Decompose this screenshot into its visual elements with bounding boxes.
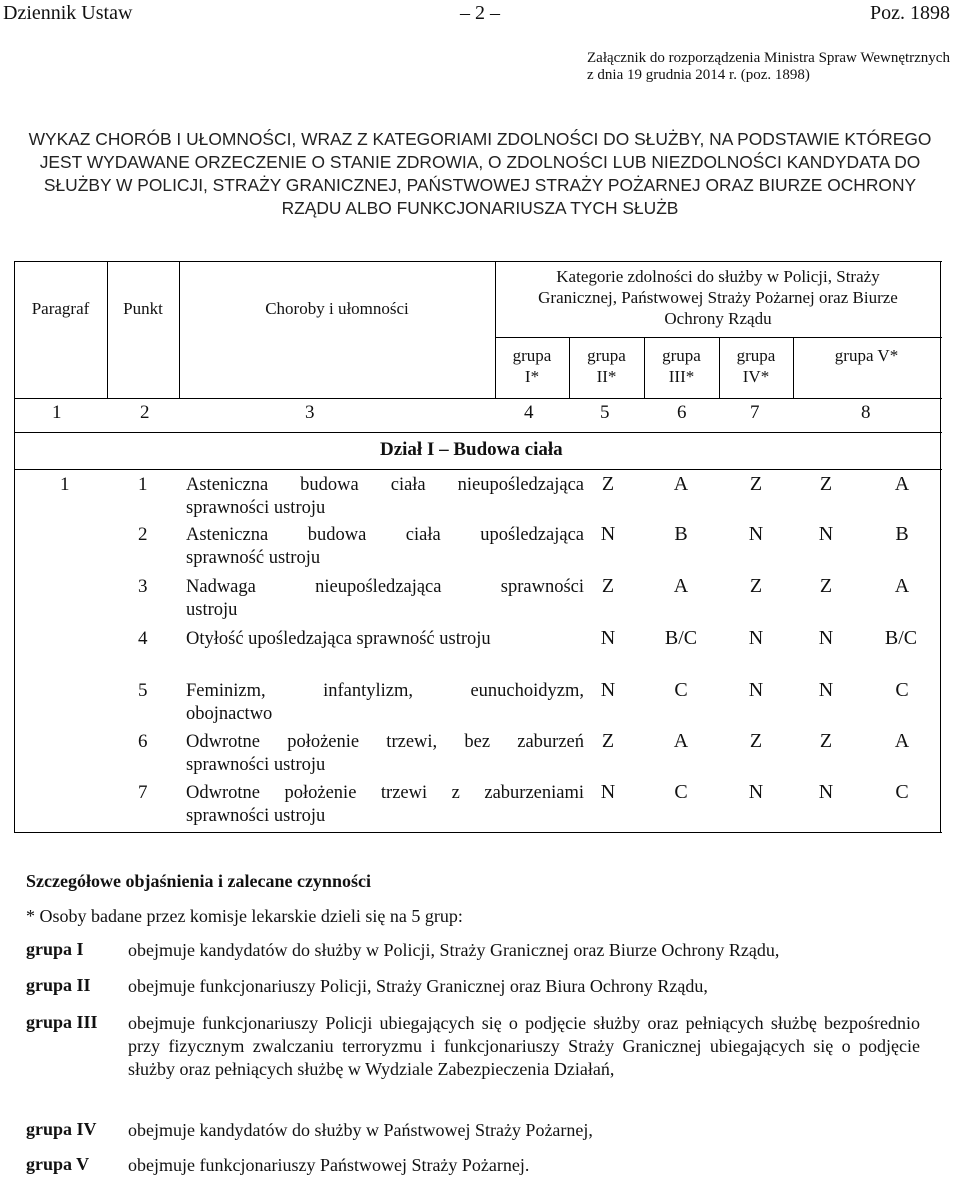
group-description: obejmuje funkcjonariuszy Państwowej Straży Pożarnej. — [128, 1155, 530, 1175]
category-grupa-i: Z — [601, 575, 615, 597]
annex-line-1: Załącznik do rozporządzenia Ministra Spraw Wewnętrznych — [587, 50, 950, 66]
category-grupa-ii: B/C — [664, 627, 698, 649]
section-heading: Dział I – Budowa ciała — [380, 439, 563, 460]
group-description: obejmuje kandydatów do służby w Policji, Straży Granicznej oraz Biurze Ochrony Rządu, — [128, 940, 780, 960]
category-grupa-i: N — [600, 627, 616, 649]
column-number: 2 — [140, 402, 150, 423]
column-header-choroby: Choroby i ułomności — [265, 299, 409, 318]
category-grupa-iii: N — [748, 523, 764, 545]
category-grupa-i: Z — [601, 473, 615, 495]
category-grupa-v: B/C — [884, 627, 918, 649]
disease-name: Asteniczna budowa ciała upośledzająca — [186, 525, 584, 545]
category-grupa-i: N — [600, 523, 616, 545]
category-grupa-iii: Z — [749, 575, 763, 597]
category-grupa-iii: Z — [749, 473, 763, 495]
group-description: obejmuje funkcjonariuszy Policji ubiegających się o podjęcie służby oraz pełniących służbę bezpośrednio przy fizycznym zwalczaniu terroryzmu i funkcjonariuszy Straży Granicznej ubiegających się o podjęcie służby oraz pełniących służbę w Wydziale Zabezpieczenia Działań, — [128, 1013, 920, 1079]
category-grupa-iv: N — [818, 627, 834, 649]
category-grupa-iv: N — [818, 523, 834, 545]
group-description: obejmuje kandydatów do służby w Państwowej Straży Pożarnej, — [128, 1120, 593, 1140]
disease-name: Odwrotne położenie trzewi, bez zaburzeń — [186, 732, 584, 752]
page-number: – 2 – — [460, 2, 500, 24]
notes-intro: * Osoby badane przez komisje lekarskie dzieli się na 5 grup: — [26, 906, 463, 926]
category-grupa-i: N — [600, 679, 616, 701]
category-grupa-ii: B — [674, 523, 688, 545]
group-header: grupa IV* — [736, 346, 776, 386]
category-grupa-v: C — [895, 781, 909, 803]
row-number: 5 — [138, 680, 148, 701]
row-number: 3 — [138, 576, 148, 597]
column-number: 3 — [305, 402, 315, 423]
category-grupa-iii: N — [748, 627, 764, 649]
disease-name-cont: sprawności ustroju — [186, 806, 326, 826]
category-grupa-ii: A — [673, 575, 689, 597]
row-number: 4 — [138, 628, 148, 649]
disease-name: Odwrotne położenie trzewi z zaburzeniami — [186, 783, 584, 803]
category-grupa-iv: N — [818, 781, 834, 803]
category-grupa-iii: Z — [749, 730, 763, 752]
column-number: 1 — [52, 402, 62, 423]
row-number: 2 — [138, 524, 148, 545]
group-header: grupa II* — [587, 346, 626, 386]
column-header-paragraf: Paragraf — [31, 299, 90, 318]
category-grupa-v: C — [895, 679, 909, 701]
disease-name: Otyłość upośledzająca sprawność ustroju — [186, 629, 491, 649]
column-header-kategorie: Kategorie zdolności do służby w Policji, Straży Granicznej, Państwowej Straży Pożarnej oraz Biurze Ochrony Rządu — [538, 267, 898, 328]
disease-name-cont: sprawności ustroju — [186, 755, 326, 775]
disease-name-cont: ustroju — [186, 600, 238, 620]
disease-name: Nadwaga nieupośledzająca sprawności — [186, 577, 584, 597]
category-grupa-i: N — [600, 781, 616, 803]
journal-name: Dziennik Ustaw — [3, 2, 133, 24]
row-number: 7 — [138, 782, 148, 803]
group-label: grupa III — [26, 1012, 98, 1032]
group-header: grupa V* — [834, 346, 899, 365]
disease-name-cont: sprawność ustroju — [186, 548, 321, 568]
column-number: 5 — [600, 402, 610, 423]
disease-name: Feminizm, infantylizm, eunuchoidyzm, — [186, 681, 584, 701]
category-grupa-ii: C — [674, 781, 688, 803]
row-number: 1 — [138, 474, 148, 495]
group-label: grupa V — [26, 1154, 90, 1174]
column-number: 7 — [750, 402, 760, 423]
category-grupa-iv: N — [818, 679, 834, 701]
category-grupa-v: B — [895, 523, 909, 545]
group-label: grupa I — [26, 939, 84, 959]
column-number: 4 — [524, 402, 534, 423]
annex-line-2: z dnia 19 grudnia 2014 r. (poz. 1898) — [587, 67, 810, 83]
column-header-punkt: Punkt — [123, 299, 163, 318]
category-grupa-v: A — [894, 473, 910, 495]
category-grupa-ii: A — [673, 473, 689, 495]
group-header: grupa III* — [662, 346, 701, 386]
category-grupa-iii: N — [748, 781, 764, 803]
group-description: obejmuje funkcjonariuszy Policji, Straży Granicznej oraz Biura Ochrony Rządu, — [128, 976, 708, 996]
paragraph-number: 1 — [60, 474, 70, 495]
row-number: 6 — [138, 731, 148, 752]
category-grupa-iv: Z — [819, 575, 833, 597]
disease-name: Asteniczna budowa ciała nieupośledzająca — [186, 475, 584, 495]
category-grupa-iv: Z — [819, 473, 833, 495]
category-grupa-i: Z — [601, 730, 615, 752]
document-title: WYKAZ CHORÓB I UŁOMNOŚCI, WRAZ Z KATEGORIAMI ZDOLNOŚCI DO SŁUŻBY, NA PODSTAWIE KTÓREGO JEST WYDAWANE ORZECZENIE O STANIE ZDROWIA, O ZDOLNOŚCI LUB NIEZDOLNOŚCI KANDYDATA DO SŁUŻBY W POLICJI, STRAŻY GRANICZNEJ, PAŃSTWOWEJ STRAŻY POŻARNEJ ORAZ BIURZE OCHRONY RZĄDU ALBO FUNKCJONARIUSZA TYCH SŁUŻB — [28, 129, 932, 218]
category-grupa-iv: Z — [819, 730, 833, 752]
notes-heading: Szczegółowe objaśnienia i zalecane czynności — [26, 871, 371, 891]
category-grupa-ii: C — [674, 679, 688, 701]
category-grupa-v: A — [894, 575, 910, 597]
group-label: grupa IV — [26, 1119, 97, 1139]
column-number: 6 — [677, 402, 687, 423]
disease-name-cont: sprawności ustroju — [186, 498, 326, 518]
group-header: grupa I* — [512, 346, 552, 386]
group-label: grupa II — [26, 975, 91, 995]
category-grupa-ii: A — [673, 730, 689, 752]
column-number: 8 — [861, 402, 871, 423]
category-grupa-v: A — [894, 730, 910, 752]
disease-name-cont: obojnactwo — [186, 704, 273, 724]
category-grupa-iii: N — [748, 679, 764, 701]
position-number: Poz. 1898 — [870, 2, 950, 24]
